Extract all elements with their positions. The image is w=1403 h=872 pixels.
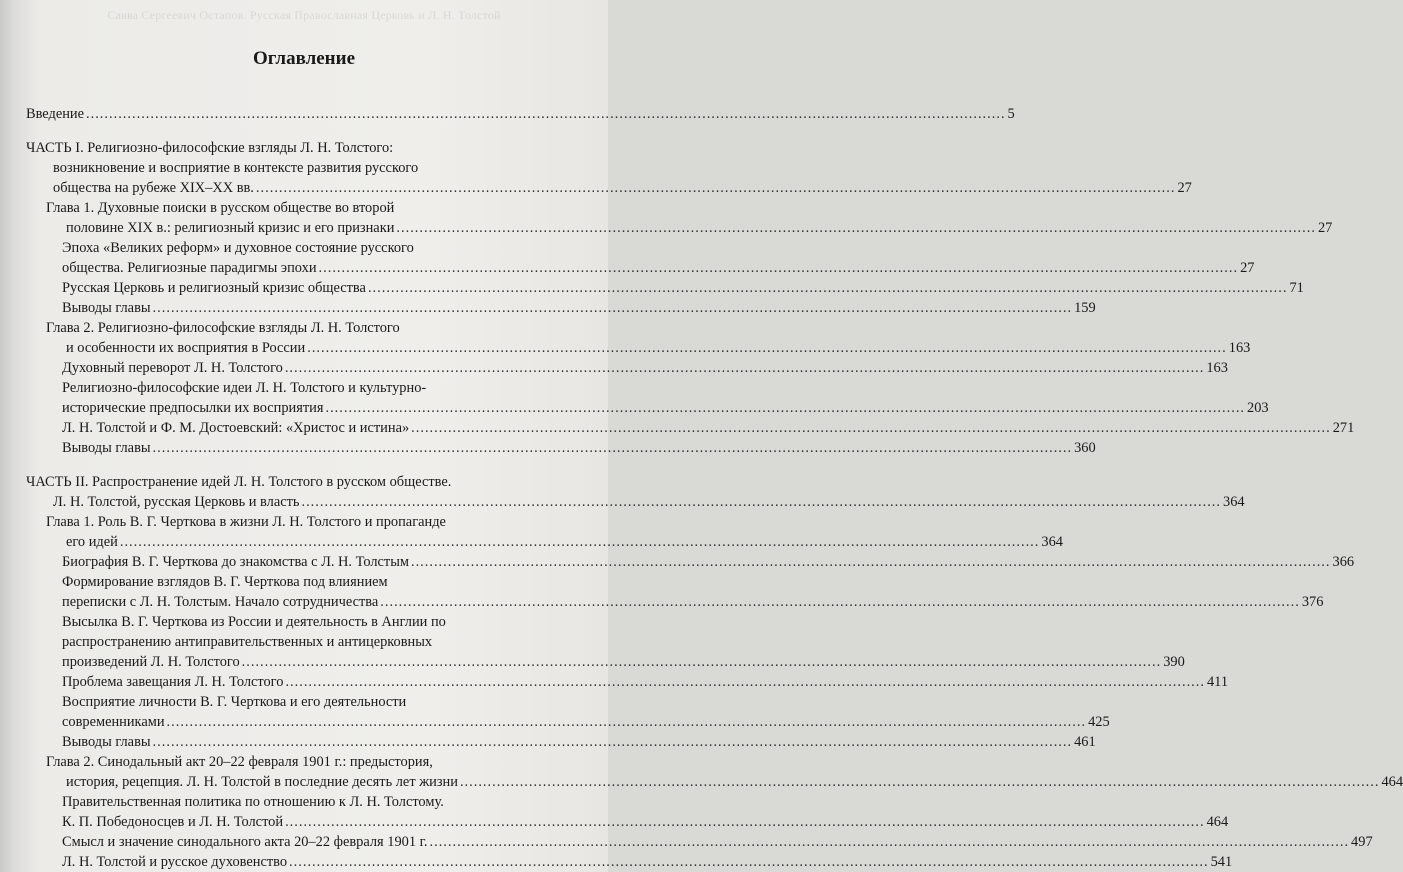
toc-entry-title: Проблема завещания Л. Н. Толстого (62, 674, 284, 690)
toc-entry-title: Смысл и значение синодального акта 20–22 февраля 1901 г. (62, 834, 428, 850)
toc-entry[interactable] (26, 358, 1228, 378)
section-gap (26, 458, 570, 472)
page-number: 541 (1210, 854, 1233, 870)
table-of-contents (26, 104, 1403, 872)
toc-entry-title: Выводы главы (62, 734, 151, 750)
dot-leader: ........................................................................................................................................................................................................ (429, 834, 1350, 850)
toc-entry-title: Русская Церковь и религиозный кризис общества (62, 280, 366, 296)
page-number: 159 (1074, 300, 1096, 316)
bleed-through-header: Савва Сергеевич Остапов. Русская Православная Церковь и Л. Н. Толстой (107, 8, 501, 22)
page-number: 464 (1206, 814, 1229, 830)
toc-entry-line: Глава 2. Религиозно-философские взгляды Л. Н. Толстого (46, 320, 400, 336)
page-title: Оглавление (252, 48, 356, 69)
dot-leader: ........................................................................................................................................................................................................ (86, 106, 1006, 122)
toc-entry-title: исторические предпосылки их восприятия (62, 400, 324, 416)
toc-entry-line: Правительственная политика по отношению к Л. Н. Толстому. (62, 794, 444, 810)
page-number: 203 (1247, 400, 1269, 416)
dot-leader: ........................................................................................................................................................................................................ (307, 340, 1227, 356)
toc-entry-line: распространению антиправительственных и антицерковных (62, 634, 433, 650)
toc-entry[interactable] (26, 732, 1096, 752)
toc-entry[interactable] (26, 832, 1373, 852)
toc-entry-line: Глава 1. Духовные поиски в русском обществе во второй (46, 200, 395, 216)
page-number: 364 (1041, 534, 1063, 550)
page-number: 27 (1317, 220, 1333, 236)
toc-entry-title: и особенности их восприятия в России (66, 340, 306, 356)
toc-entry-title: произведений Л. Н. Толстого (62, 654, 240, 670)
toc-entry[interactable] (26, 378, 1269, 418)
toc-entry-line: Эпоха «Великих реформ» и духовное состояние русского (62, 240, 414, 256)
toc-entry[interactable] (26, 278, 1304, 298)
dot-leader: ........................................................................................................................................................................................................ (166, 714, 1087, 730)
toc-entry[interactable] (26, 198, 1333, 238)
toc-entry-line: возникновение и восприятие в контексте развития русского (53, 160, 419, 176)
dot-leader: ........................................................................................................................................................................................................ (285, 674, 1205, 690)
page-number: 376 (1301, 594, 1324, 610)
dot-leader: ........................................................................................................................................................................................................ (396, 220, 1316, 236)
toc-entry-title: Введение (26, 106, 85, 122)
dot-leader: ........................................................................................................................................................................................................ (380, 594, 1300, 610)
dot-leader: ........................................................................................................................................................................................................ (318, 260, 1239, 276)
toc-entry[interactable] (26, 552, 1355, 572)
toc-entry[interactable] (26, 138, 1192, 198)
page-number: 27 (1177, 180, 1192, 196)
toc-entry[interactable] (26, 672, 1229, 692)
page-number: 497 (1351, 834, 1373, 850)
page-number: 364 (1223, 494, 1245, 510)
dot-leader: ........................................................................................................................................................................................................ (289, 854, 1209, 870)
dot-leader: ........................................................................................................................................................................................................ (152, 440, 1073, 456)
dot-leader: ........................................................................................................................................................................................................ (255, 180, 1176, 196)
toc-entry-title: половине XIX в.: религиозный кризис и его признаки (66, 220, 395, 236)
dot-leader: ........................................................................................................................................................................................................ (325, 400, 1246, 416)
toc-entry-title: Выводы главы (62, 440, 151, 456)
toc-entry[interactable] (26, 318, 1251, 358)
page-number: 425 (1088, 714, 1110, 730)
toc-entry-title: Духовный переворот Л. Н. Толстого (62, 360, 283, 376)
toc-entry[interactable] (26, 852, 1233, 872)
toc-entry-line: Высылка В. Г. Черткова из России и деятельность в Англии по (62, 614, 446, 630)
toc-entry[interactable] (26, 512, 1063, 552)
toc-entry-title: общества. Религиозные парадигмы эпохи (62, 260, 317, 276)
page-number: 464 (1381, 774, 1403, 790)
toc-entry[interactable] (26, 572, 1324, 612)
page-number: 27 (1240, 260, 1255, 276)
toc-entry[interactable] (26, 418, 1355, 438)
toc-entry-line: Глава 1. Роль В. Г. Черткова в жизни Л. Н. Толстого и пропаганде (46, 514, 446, 530)
page-number: 366 (1332, 554, 1355, 570)
toc-entry-line: Глава 2. Синодальный акт 20–22 февраля 1901 г.: предыстория, (46, 754, 433, 770)
dot-leader: ........................................................................................................................................................................................................ (459, 774, 1380, 790)
dot-leader: ........................................................................................................................................................................................................ (285, 814, 1205, 830)
toc-entry-title: К. П. Победоносцев и Л. Н. Толстой (62, 814, 284, 830)
page-number: 5 (1007, 106, 1015, 122)
toc-entry[interactable] (26, 752, 1403, 792)
toc-entry-title: Л. Н. Толстой, русская Церковь и власть (53, 494, 300, 510)
toc-entry[interactable] (26, 612, 1185, 672)
page-number: 411 (1206, 674, 1229, 690)
page-number: 163 (1228, 340, 1251, 356)
toc-entry-title: общества на рубеже XIX–XX вв. (53, 180, 254, 196)
toc-entry-line: ЧАСТЬ II. Распространение идей Л. Н. Толстого в русском обществе. (26, 474, 452, 490)
page-number: 163 (1206, 360, 1228, 376)
toc-entry[interactable] (26, 238, 1255, 278)
toc-entry-title: Выводы главы (62, 300, 151, 316)
toc-entry-title: его идей (66, 534, 118, 550)
dot-leader: ........................................................................................................................................................................................................ (284, 360, 1205, 376)
toc-entry[interactable] (26, 298, 1096, 318)
toc-entry[interactable] (26, 472, 1245, 512)
toc-entry-title: Л. Н. Толстой и русское духовенство (62, 854, 288, 870)
dot-leader: ........................................................................................................................................................................................................ (241, 654, 1162, 670)
page-number: 71 (1289, 280, 1304, 296)
toc-entry-title: современниками (62, 714, 165, 730)
toc-entry[interactable] (26, 792, 1229, 832)
toc-entry-line: Восприятие личности В. Г. Черткова и его деятельности (62, 694, 407, 710)
toc-entry-title: история, рецепция. Л. Н. Толстой в последние десять лет жизни (66, 774, 458, 790)
dot-leader: ........................................................................................................................................................................................................ (301, 494, 1221, 510)
page-number: 390 (1163, 654, 1185, 670)
toc-entry[interactable] (26, 438, 1096, 458)
dot-leader: ........................................................................................................................................................................................................ (152, 300, 1073, 316)
page-number: 271 (1332, 420, 1355, 436)
dot-leader: ........................................................................................................................................................................................................ (411, 420, 1331, 436)
toc-entry-title: переписки с Л. Н. Толстым. Начало сотрудничества (62, 594, 379, 610)
page-number: 360 (1074, 440, 1096, 456)
toc-entry-line: ЧАСТЬ I. Религиозно-философские взгляды Л. Н. Толстого: (26, 140, 394, 156)
toc-entry-line: Формирование взглядов В. Г. Черткова под влиянием (62, 574, 388, 590)
toc-entry[interactable] (26, 692, 1110, 732)
dot-leader: ........................................................................................................................................................................................................ (119, 534, 1040, 550)
toc-entry[interactable] (26, 104, 1015, 124)
dot-leader: ........................................................................................................................................................................................................ (152, 734, 1073, 750)
dot-leader: ........................................................................................................................................................................................................ (410, 554, 1331, 570)
dot-leader: ........................................................................................................................................................................................................ (367, 280, 1288, 296)
page-number: 461 (1074, 734, 1096, 750)
section-gap (26, 124, 570, 138)
toc-entry-line: Религиозно-философские идеи Л. Н. Толстого и культурно- (62, 380, 427, 396)
toc-entry-title: Л. Н. Толстой и Ф. М. Достоевский: «Христос и истина» (62, 420, 410, 436)
toc-entry-title: Биография В. Г. Черткова до знакомства с Л. Н. Толстым (62, 554, 409, 570)
